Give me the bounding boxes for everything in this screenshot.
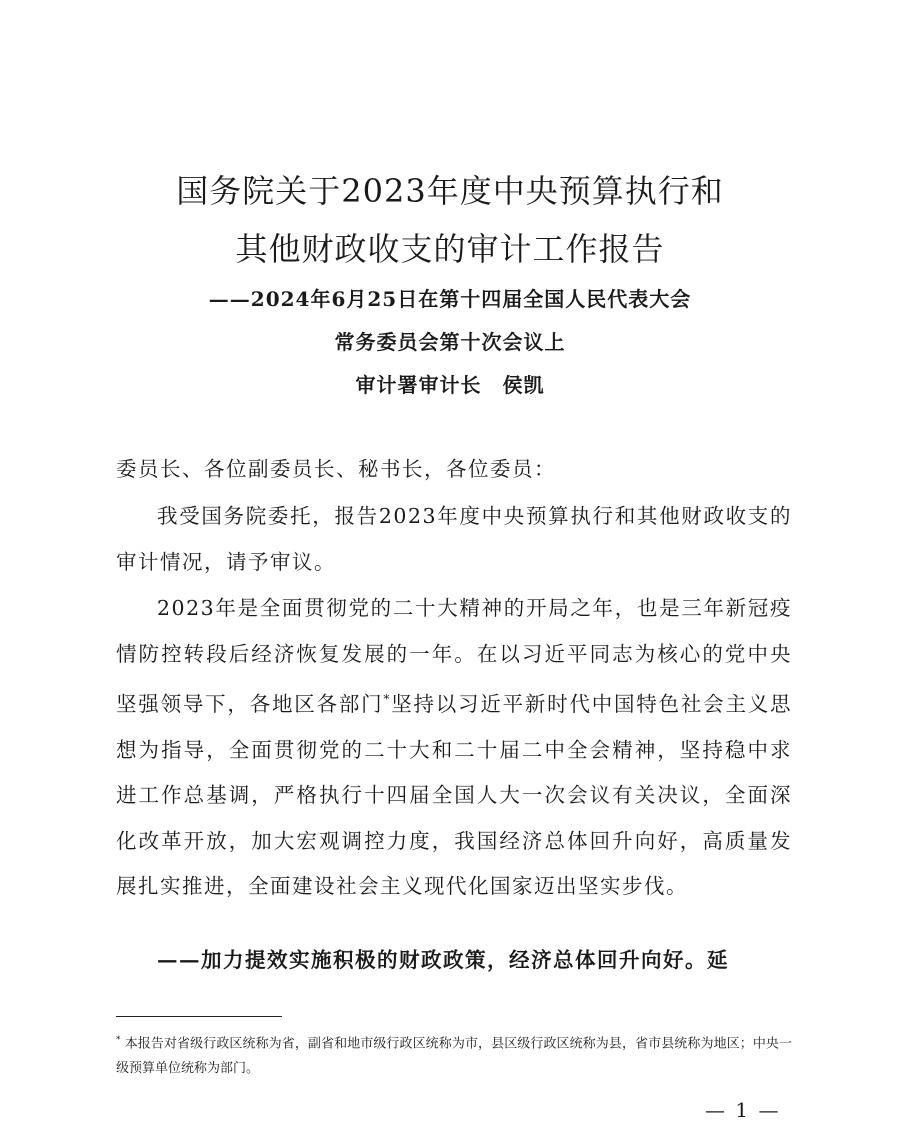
greeting: 委员长、各位副委员长、秘书长，各位委员： [116,457,556,481]
page-number: — 1 — [705,1098,781,1122]
paragraph-2-text-b: 坚持以习近平新时代中国特色社会主义思想为指导，全面贯彻党的二十大和二十届二中全会精神，坚持稳中求进工作总基调，严格执行十四届全国人大一次会议有关决议，全面深化改革开放，加大宏观调控力度，我国经济总体回升向好，高质量发展扎实推进，全面建设社会主义现代化国家迈出坚实步伐。 [116,692,793,899]
paragraph-1: 我受国务院委托，报告2023年度中央预算执行和其他财政收支的审计情况，请予审议。 [116,504,792,574]
report-title-line-1: 国务院关于2023年度中央预算执行和 [176,172,724,210]
footnote-marker: * [383,692,391,707]
footnote-divider [116,1016,282,1017]
subtitle-line-2: 常务委员会第十次会议上 [334,330,566,354]
paragraph-3: ——加力提效实施积极的财政政策，经济总体回升向好。延 [157,948,729,972]
paragraph-2-text-a: 2023年是全面贯彻党的二十大精神的开局之年，也是三年新冠疫情防控转段后经济恢复发展的一年。在以习近平同志为核心的党中央坚强领导下，各地区各部门 [116,596,792,717]
footnote-mark: * [116,1035,121,1045]
subtitle-line-1: ——2024年6月25日在第十四届全国人民代表大会 [208,287,692,311]
footnote [116,1028,792,1081]
footnote-text: 本报告对省级行政区统称为省，副省和地市级行政区统称为市，县区级行政区统称为县，省市县统称为地区；中央一级预算单位统称为部门。 [116,1036,792,1077]
report-title-line-2: 其他财政收支的审计工作报告 [235,230,665,268]
speaker-line: 审计署审计长 侯凯 [355,373,545,397]
paragraph-2 [116,586,792,910]
